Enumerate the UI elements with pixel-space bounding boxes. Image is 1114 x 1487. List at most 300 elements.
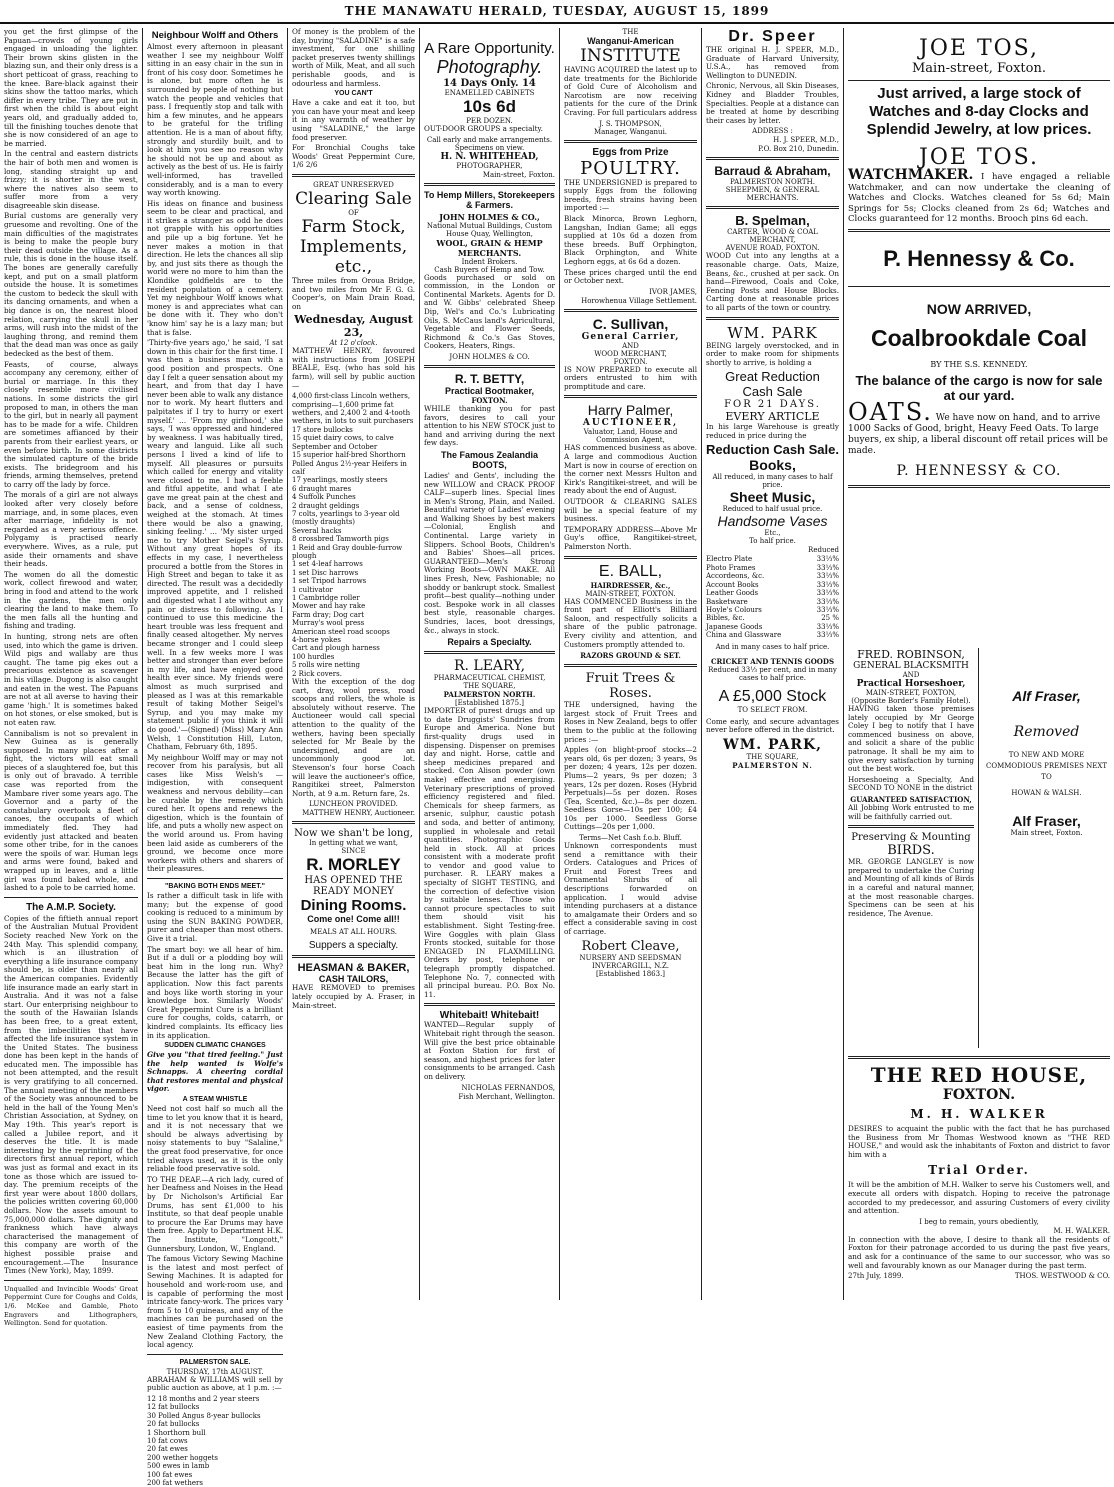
amp-heading: The A.M.P. Society. — [26, 901, 116, 913]
watchmaker-body: I have engaged a reliable Watchmaker, and can now undertake the cleaning of Watches and Clocks. Watches cleaned for 5s 6d; Main Springs for 5s; Clocks cleaned from 2s 6d; Watches and Clocks guaranteed for 12 months. Brooch pins 6d each. — [848, 172, 1111, 224]
birds: BIRDS. — [887, 843, 935, 859]
whitebait-body: WANTED—Regular supply of Whitebait right through the season. Will give the best price obtainable at Foxton Station for first of season, and highest prices for later consignments to be arranged. Cash on delivery. — [424, 1020, 555, 1081]
list-item: 12 18 months and 2 year steers — [147, 1394, 260, 1403]
poultry-orders: These prices charged until the end or October next. — [564, 267, 697, 286]
list-item: 1 Reid and Gray double-furrow plough — [292, 543, 403, 560]
list-item: 4,000 first-class Lincoln wethers, comprising—1,600 prime fat wethers, and 2,400 2 and 4-tooth wethers, in lots to suit purchasers — [292, 392, 414, 426]
spelman-body: WOOD Cut into any lengths at a reasonable charge. Oats, Maize, Beans, &c., crushed at per sack. On hand—Firewood, Coals and Coke, Fencing Posts and House Blocks. Carting done at reasonable prices to all parts of the town or country. — [706, 251, 839, 312]
list-item: 200 fat wethers — [147, 1478, 203, 1487]
poultry: POULTRY. — [580, 157, 681, 179]
every-article: EVERY ARTICLE — [725, 410, 820, 424]
divider — [848, 1056, 1110, 1059]
holmes-name: JOHN HOLMES & CO., — [439, 211, 540, 222]
list-item: 100 hurdles — [292, 652, 335, 661]
divider — [848, 80, 1110, 81]
poultry-breeds: Black Minorca, Brown Leghorn, Langshan, Indian Game; all eggs supplied at 10s 6d a dozen from these breeds. Buff Orphington, Black Orphington, and White Leghorn eggs, at 6s 6d a dozen. — [564, 213, 697, 266]
divider — [424, 365, 555, 368]
speer-body: THE original H. J. SPEER, M.D., Graduate of Harvard University, U.S.A., has removed from Wellington to DUNEDIN. — [706, 45, 839, 80]
specimens: Specimens on view. — [454, 143, 525, 152]
fernandos: NICHOLAS FERNANDOS, — [461, 1083, 555, 1092]
sale-day: Wednesday, August 23, — [294, 313, 413, 340]
barraud-trade: SHEEPMEN, & GENERAL MERCHANTS. — [725, 186, 820, 203]
sullivan-body: IS NOW PREPARED to execute all orders entrusted to him with promptitude and care. — [564, 364, 697, 391]
article-paragraph: My neighbour Wolff may or may not recover from his paralysis, but all cases like Miss Welsh's — indigestion, with consequent weakness and nervous debility—can be curable by the remedy which cured her. It opens and renews the digestion, which is the fountain of life, and puts a wholly new aspect on the world around us. From having been laid aside as cumberers of the ground, we become once more workers with others and sharers of their pleasures. — [147, 752, 283, 874]
sheet-music: Sheet Music, — [729, 489, 816, 506]
list-item: Cart and plough harness — [292, 644, 380, 653]
divider — [424, 1003, 555, 1006]
many-cases: And in many cases to half price. — [715, 642, 830, 651]
walker: M. H. WALKER — [910, 1107, 1048, 1121]
divider — [564, 140, 697, 143]
hennessy-2: P. HENNESSY & CO. — [896, 462, 1062, 479]
watchmaker: WATCHMAKER. — [848, 167, 974, 183]
item-name: Electro Plate — [706, 555, 753, 564]
morley-come: Come one! Come all!! — [307, 914, 400, 925]
rare-title: A Rare Opportunity. — [424, 40, 555, 57]
sheet-body: Reduced to half usual price. — [722, 505, 823, 514]
poultry-body: THE UNDERSIGNED is prepared to supply Eggs from the following breeds, fresh strains having been imported :— — [564, 177, 697, 213]
sale-heading: PALMERSTON SALE. — [179, 1358, 251, 1366]
park-square: THE SQUARE, — [746, 752, 799, 761]
item-discount: 33⅓% — [816, 572, 839, 581]
list-item: 10 fat cows — [147, 1436, 188, 1445]
photographer: PHOTOGRAPHER, — [456, 161, 523, 170]
farm-items — [292, 392, 415, 678]
palmer-temp: TEMPORARY ADDRESS—Above Mr Guy's office, Rangitikei-street, Palmerston North. — [564, 524, 697, 551]
table-row — [706, 623, 839, 631]
list-item: 8 crossbred Tamworth pigs — [292, 535, 389, 544]
leary-place: PALMERSTON NORTH. — [443, 690, 536, 700]
cleave: Robert Cleave, — [581, 938, 680, 954]
balance: The balance of the cargo is now for sale at our yard. — [855, 372, 1103, 403]
list-item: 4 Suffolk Punches — [292, 493, 356, 502]
red-house: THE RED HOUSE, — [870, 1063, 1088, 1087]
item-discount: 33⅓% — [816, 605, 839, 614]
morley-ready: READY MONEY — [313, 886, 394, 898]
list-item: 2 draught geldings — [292, 501, 360, 510]
fruit-list: Apples (on blight-proof stocks—2 years old, 6s per dozen; 3 years, 9s per dozen; 4 years, 12s per dozen. Plums—2 years, 9s per dozen; 3 years, 12s per dozen. Roses (Hybrid Perpetuals)—5s per dozen. Roses (Tea, Scented, &c.)—8s per dozen. Seedless Gorse—10s per 100; £4 10s per 1000. Seedless Gorse Cuttings—20s per 1,000. — [564, 745, 697, 832]
the: THE — [622, 28, 639, 36]
baking-heading: "BAKING BOTH ENDS MEET." — [165, 883, 265, 890]
column-7 — [844, 28, 1114, 1300]
whitehead-addr: Main-street, Foxton. — [482, 170, 555, 179]
boy-text: The smart boy: we all hear of him. But if a dull or a plodding boy will beat him in the long run. Why? Because the latter has the gift of application. Now this fact parents and boys like worth storing in your knowledge box. Similarly Woods' Great Peppermint Cure is a brilliant cure for coughs, colds, catarrh, or kindred complaints. Its efficacy lies in its application. — [147, 944, 283, 1040]
item-discount: 25 % — [821, 614, 839, 623]
morley-top: Now we shan't be long, — [294, 828, 413, 840]
column-4 — [420, 28, 560, 1300]
henry-intro: MATTHEW HENRY, favoured with instructions from JOSEPH BEALE, Esq. (who has sold his farm), will sell by public auction— — [292, 346, 415, 390]
table-row — [706, 614, 839, 622]
institute: INSTITUTE — [580, 46, 681, 66]
list-item: Murray's wool press — [292, 619, 365, 628]
and-2: AND — [902, 671, 920, 679]
divider — [848, 286, 1110, 287]
divider — [424, 183, 555, 186]
palmer-outdoor: OUTDOOR & CLEARING SALES will be a special feature of my business. — [564, 497, 697, 524]
list-item: 1 set Disc harrows — [292, 568, 359, 577]
item-name: Accordeons, &c. — [706, 572, 765, 581]
cash-buyers: Cash Buyers of Hemp and Tow. — [434, 265, 545, 274]
per-dozen: PER DOZEN. — [466, 117, 513, 125]
article-paragraph: Cannibalism is not so prevalent in New Guinea as is generally supposed. In many places after a fight, the victors will eat small pieces of a slaughtered foe, but this is only out of bravado. A terrible case was reported from the Mambare river some years ago. The Governor and a party of the constabulary overtook a fleet of canoes, the occupants of which immediately fled. They had evidently just attacked and beaten some other tribe, for in the canoes were the spoils of war. Human legs and arms were found, baked and wrapped up in leaves, and a little girl was found baked whole, and lashed to a pole to be carried home. — [4, 728, 138, 893]
cant-text: Have a cake and eat it too, but you can have your meat and keep it in any warmth of weather by using "SALADINE," the large food preserver. — [292, 98, 415, 142]
table-row — [706, 631, 839, 639]
morley-meals: MEALS AT ALL HOURS. — [310, 928, 397, 937]
list-item: 5 rolls wire netting — [292, 661, 360, 670]
fish-merchant: Fish Merchant, Wellington. — [458, 1092, 555, 1101]
spelman-trade: CARTER, WOOD & COAL MERCHANT, — [727, 228, 818, 245]
fraser-addr: Main street, Foxton. — [1010, 829, 1083, 837]
list-item: 20 fat bullocks — [147, 1420, 200, 1429]
books-body: All reduced, in many cases to half price. — [712, 473, 833, 490]
morley-sub: In getting what we want, — [309, 839, 398, 848]
leary-chemist: PHARMACEUTICAL CHEMIST, — [433, 674, 546, 683]
list-item: 17 store bullocks — [292, 425, 353, 434]
sudden-heading: SUDDEN CLIMATIC CHANGES — [164, 1042, 266, 1050]
ss-kennedy: BY THE S.S. KENNEDY. — [930, 359, 1028, 369]
item-discount: 33⅓% — [816, 580, 839, 589]
footnote: Unqualled and Invincible Woods' Great Peppermint Cure for Coughs and Colds, 1/6. McKee and Gamble, Photo Engravers and Lithographers, Wellington. Send for quotation. — [4, 1284, 138, 1328]
guaranteed: GUARANTEED SATISFACTION, — [850, 794, 972, 804]
now-arrived: NOW ARRIVED, — [926, 300, 1032, 317]
wanganui: Wanganui-American — [587, 36, 674, 46]
farm-tail: With the exception of the dog cart, dray, wool press, road scoops and rollers, the whole is absolutely without reserve. The Auctioneer would call special attention to the quality of the wethers, having been specially selected for Mr Beale by the undersigned, and are an uncommonly good lot. Stevenson's four horse Coach will leave the auctioneer's office, Rangitikei street, Palmerston North, at 9 a.m. Return fare, 2s. — [292, 677, 415, 798]
ball-addr: MAIN-STREET, FOXTON. — [585, 589, 676, 598]
cant-heading: YOU CAN'T — [334, 90, 373, 98]
table-row — [706, 581, 839, 589]
list-item: 15 superior half-bred Shorthorn Polled Angus 2½-year Heifers in calf — [292, 451, 407, 476]
divider — [706, 157, 839, 160]
razors: RAZORS GROUND & SET. — [580, 651, 681, 661]
divider — [292, 174, 415, 177]
article-paragraph: Feasts, of course, always accompany any ceremony, either of burial or marriage. In this they closely resemble more civilised nations. In some districts the girl proposed to man, in others the man to the girl, but in nearly all payment has to be made for a wife. Children are sometimes affianced by their parents from their earliest years, or even before birth. In some districts the simulated capture of the bride exists. The bridegroom and his friends, arming themselves, pretend to carry off the lady by force. — [4, 359, 138, 489]
item-name: Basketware — [706, 597, 748, 606]
item-name: Leather Goods — [706, 589, 759, 598]
list-item: 7 colts, yearlings to 3-year old (mostly draughts) — [292, 509, 400, 527]
oats: OATS. — [848, 397, 933, 426]
divider — [848, 229, 1110, 232]
robinson: FRED. ROBINSON, — [857, 648, 965, 661]
article-paragraph: Burial customs are generally very gruesome and revolting. One of the main difficulties of the magistrates is being to make the people bury their dead outside the village. As a rule, this is done in the house itself. The bones are generally carefully kept, and put on a small platform outside the house. It is sometimes the custom to bedeck the skull with its dancing ornaments, and when a big dance is on, the nearest blood relation, carrying the skull in her arms, will rush into the midst of the laughing throng, and remind them that the dead man was once as gaily bedecked as the best of them. — [4, 211, 138, 358]
palmer-body: HAS commenced business as above. A large and commodious Auction Mart is now in course of erection on the corner next Messrs Hulton and Kirk's Rangitikei-street, and will be ready about the end of August. — [564, 443, 697, 496]
commodious: TO NEW AND MORE COMMODIOUS PREMISES NEXT TO — [985, 751, 1108, 781]
item-name: Hoyle's Colours — [706, 605, 762, 614]
morley-name: R. MORLEY — [306, 855, 401, 875]
sale-intro: ABRAHAM & WILLIAMS will sell by public auction as above, at 1 p.m. :— — [147, 1374, 283, 1393]
article-paragraph: The morals of a girl are not always looked after very closely before marriage, and, in some places, even after marriage, infidelity is not regarded as a very serious offence. Polygamy is practised nearly everywhere. Wives, as a rule, put aside their ornaments and shave their heads. — [4, 490, 138, 569]
article-paragraph: In hunting, strong nets are often used, into which the game is driven. Wild pigs and wallaby are thus caught. The tame pig ekes out a precarious existence as scavenger in his village. Dugong is also caught and eaten in the west. The Papuans are not at all averse to having their game 'high.' It is sometimes baked on hot stones, or else smoked, but is not eaten raw. — [4, 631, 138, 727]
item-discount: 33⅓% — [816, 589, 839, 598]
photo-title: Photography. — [436, 57, 543, 77]
every-body: In his large Warehouse is greatly reduced in price during the — [706, 422, 839, 440]
list-item: 20 fat ewes — [147, 1445, 188, 1454]
preserving: Preserving & Mounting — [851, 832, 971, 844]
tos-addr: Main-street, Foxton. — [912, 61, 1046, 76]
barraud-place: PALMERSTON NORTH. — [730, 178, 815, 187]
betty-body: WHILE thanking you for past favors, desires to call your attention to his NEW STOCK just to hand and arriving during the next few days. — [424, 403, 555, 448]
blacksmith: GENERAL BLACKSMITH — [853, 661, 969, 671]
sale-time: At 12 o'clock. — [329, 339, 378, 348]
alf-fraser: Alf Fraser, — [1012, 688, 1081, 704]
list-item: 6 draught mares — [292, 484, 352, 493]
coalbrookdale: Coalbrookdale Coal — [871, 324, 1087, 351]
item-discount: 33⅓% — [816, 597, 839, 606]
table-row — [706, 598, 839, 606]
carrier: General Carrier, — [581, 331, 680, 342]
palmer-auctioneer: AUCTIONEER, — [582, 418, 679, 429]
steam-heading: A STEAM WHISTLE — [182, 1096, 248, 1104]
ambition: It will be the ambition of M.H. Walker to serve his Customers well, and execute all orders with dispatch. Hoping to receive the patronage accorded to my predecessor, and assuring Customers of every civility and attention. — [848, 1180, 1110, 1216]
item-name: China and Glassware — [706, 631, 782, 640]
item-name: Account Books — [706, 580, 759, 589]
divider — [4, 1280, 138, 1281]
eggs: Eggs from Prize — [592, 146, 669, 158]
list-item: Mower and hay rake — [292, 602, 366, 611]
cash-sale: Cash Sale — [742, 384, 803, 400]
red-foxton: FOXTON. — [942, 1087, 1016, 1103]
whitehead: H. N. WHITEHEAD, — [440, 151, 539, 162]
table-row — [706, 589, 839, 597]
robinson-ad — [844, 648, 979, 1048]
speer-sig: H. J. SPEER, M.D., — [773, 136, 839, 145]
morley-suppers: Suppers a specialty. — [308, 940, 399, 952]
list-item: 4-horse yokes — [292, 636, 341, 645]
joe-tos: JOE TOS, — [919, 36, 1039, 61]
heasman-body: HAVE REMOVED to premises lately occupied by A. Fraser, in Main-street. — [292, 983, 415, 1010]
leary-body: IMPORTER of purest drugs and up to date Druggists' Sundries from Europe and America. None but first-quality drugs used in dispensing. Dispenser on premises day and night. Horse, cattle and sheep medicines prepared and stocked. Con Alison powder (own make) effective and energising. Veterinary prescriptions of proved efficiency registered and filed. Chemicals for sheep farmers, as arsenic, sulphur, caustic potash and soda, and better of antimony, supplied in wholesale and retail quantities. Photographic Goods held in stock. All at prices consistent with a moderate profit to vendor and good value to purchaser. R. LEARY makes a specialty of SIGHT TESTING, and the correction of defective vision by suitable lenses. Those who cannot procure spectacles to suit them should visit his establishment. Sight Testing-free. Wire Goggles with plain Glass Fronts stocked, suitable for those ENGAGED IN FLAXMILLING. Orders by post, telephone or telegraph promptly dispatched. Telephone No. 7, connected with all principal bureau. P.O. Box No. 11. — [424, 706, 555, 999]
ball-body: HAS COMMENCED Business in the front part of Elliott's Billiard Saloon, and respectfully solicits a share of the public patronage. Every civility and attention, and Customers promptly attended to. — [564, 596, 697, 649]
sign-row — [848, 1272, 1110, 1280]
divider — [706, 206, 839, 209]
palmer: Harry Palmer, — [587, 402, 674, 419]
hemp-heading: To Hemp Millers, Storekeepers & Farmers. — [424, 189, 555, 210]
wood-merchant: WOOD MERCHANT, — [594, 349, 667, 358]
unknown: Unknown correspondents must send a remittance with their Orders. Catalogues and Prices of Fruit and Forest Trees and Ornamental Shrubs of all descriptions forwarded on application. I would advise intending purchasers at a distance to amalgamate their Orders and so effect a considerable saving in cost of carriage. — [564, 841, 697, 936]
morley-dining: Dining Rooms. — [300, 897, 407, 915]
walker-sig: M. H. WALKER. — [1053, 1226, 1110, 1235]
oats-body: We have now on hand, and to arrive 1000 Sacks of Good, bright, Heavy Feed Oats. To large buyers, ex ship, a liberal discount off retail prices will be made. — [848, 412, 1108, 456]
cleave-est: [Established 1863.] — [595, 969, 666, 978]
horowhenua: Horowhenua Village Settlement. — [581, 296, 697, 305]
alf-fraser-2: Alf Fraser, — [1012, 813, 1081, 829]
wolff-heading: Neighbour Wolff and Others — [151, 30, 279, 41]
thompson: J. S. THOMPSON, — [599, 119, 662, 128]
list-item: American steel road scoops — [292, 627, 390, 636]
betty-name: R. T. BETTY, — [454, 371, 525, 386]
table-row — [706, 572, 839, 580]
robinson-body: HAVING taken those premises lately occupied by Mr George Coley I beg to notify that I have commenced business on above, and solicit a share of the public patronage. It shall be my aim to give every satisfaction by turning out the best work. — [848, 704, 974, 774]
sullivan-foxton: FOXTON. — [613, 357, 648, 366]
list-item: 2 Rick covers. — [292, 669, 342, 678]
farm-sub: Three miles from Oroua Bridge, and two miles from Mr F. G. G. Cooper's, on Main Drain Road, on — [292, 275, 415, 311]
wool: WOOL, GRAIN & HEMP MERCHANTS. — [436, 237, 543, 258]
item-discount: 33⅓% — [816, 563, 839, 572]
for-days: FOR 21 DAYS. — [724, 399, 821, 411]
list-item: 100 fat ewes — [147, 1470, 193, 1479]
fraser-ad — [979, 648, 1114, 1048]
table-row — [706, 564, 839, 572]
spelman-addr: AVENUE ROAD, FOXTON. — [725, 244, 820, 253]
leary-name: R. LEARY, — [453, 658, 526, 675]
select: TO SELECT FROM. — [737, 705, 808, 714]
barraud: Barraud & Abraham, — [714, 164, 831, 179]
manager: Manager, Wanganui. — [593, 127, 668, 136]
clearing-title: Clearing Sale — [295, 188, 412, 209]
etc: Etc., — [764, 529, 781, 538]
just-arrived: Just arrived, a large stock of Watches and 8-day Clocks and Splendid Jewelry, at low prices. — [866, 85, 1092, 138]
divider — [564, 556, 697, 559]
victory-text: The famous Victory Sewing Machine is the latest and most perfect of Sewing Machines. It is adapted for household and work-room use, and is capable of performing the most intricate fancy-work. The prices vary from 5 to 10 guineas, and any of the machines can be purchased on the easiest of time payments from the New Zealand Clothing Factory, the local agency. — [147, 1254, 283, 1350]
valuator: Valuator, Land, House and Commission Agent, — [583, 428, 678, 445]
speer-chronic: Chronic, Nervous, all Skin Diseases, Kidney and Bladder Troubles, Specialties. People at a distance can be treated at home by describing their cases by letter. — [706, 81, 839, 125]
park2: WM. PARK, — [722, 736, 822, 753]
handsome-vases: Handsome Vases — [717, 513, 828, 530]
column-5 — [560, 28, 702, 1300]
remain: I beg to remain, yours obediently, — [919, 1217, 1039, 1226]
divider — [564, 309, 697, 312]
holmes-addr: National Mutual Buildings, Custom House Quay, Wellington, — [426, 221, 553, 238]
bronchial-text: For Bronchial Coughs take Woods' Great Peppermint Cure, 1/6 2/6 — [292, 143, 415, 170]
joe-tos-2: JOE TOS. — [919, 145, 1039, 170]
divider — [292, 821, 415, 824]
heasman-tailors: CASH TAILORS, — [318, 974, 389, 985]
reduction-cash-sale: Reduction Cash Sale. — [706, 442, 839, 458]
connection: In connection with the above, I desire to thank all the residents of Foxton for their patronage accorded to us during the past five years, and ask for a continuance of the same to our successor, who was so well and favourably known as our Manager during the past term. — [848, 1234, 1110, 1270]
cricket-body: Reduced 33⅓ per cent, and in many cases to half price. — [708, 665, 837, 682]
column-3 — [288, 28, 420, 1300]
spelman: B. Spelman, — [735, 213, 810, 229]
fruit-body: THE undersigned, having the largest stock of Fruit Trees and Roses in New Zealand, begs to offer them to the public at the following prices :— — [564, 700, 697, 744]
holmes-goods: Goods purchased or sold on commission, in the London or Continental Markets. Agents for D. and W. Gibbs' celebrated Sheep Dip, Wel's and Co.'s Lubricating Oils, S. McCaus land's Agricultural, Vegetable and Flower Seeds, Richmond & Co.'s Gas Stoves, Cookers, Heaters, Rings. — [424, 272, 555, 351]
sudden-text: Give you "that tired feeling." Just the help wanted is Wolfe's Schnapps. A cheering cordial that restores mental and physical vigor. — [147, 1050, 283, 1094]
stock: A £5,000 Stock — [718, 687, 827, 705]
sale-date: THURSDAY, 17th AUGUST. — [166, 1367, 264, 1376]
cricket: CRICKET AND TENNIS GOODS — [710, 656, 835, 666]
divider — [147, 878, 283, 879]
divider — [848, 825, 974, 828]
morley-since: SINCE — [341, 847, 366, 856]
item-discount: 33⅓% — [816, 555, 839, 564]
holmes-sig: JOHN HOLMES & CO. — [449, 352, 530, 361]
howan: HOWAN & WALSH. — [1011, 789, 1082, 797]
article-paragraph: 'Thirty-five years ago,' he said, 'I sat down in this chair for the first time. I was then a business man with a good position and prospects. One day I felt a queer sensation about my heart, and from that day I have never been able to walk any distance nor to work. My heart flutters and palpitates if I try to hurry or exert myself.' … 'From my girlhood,' she says, 'I was oppressed and hindered by weakness. I was habitually tired, weary and languid. Like all such persons I lived a kind of life to myself. All pleasures or pursuits which called for energy and vitality were closed to me. I had a feeble and fitful appetite, and what I ate gave me great pain at the chest and back, and a sense of coldness, weighed at the stomach. At times there would be also a gnawing, sinking feeling.' … 'My sister urged me to try Mother Seigel's Syrup. Without any great hopes of its effects in my case, I nevertheless procured a bottle from the Stores in High Street and began to take it as directed. The result was a decidedly improved appetite, and I relished and digested what I ate without any pain or distress to following. As I continued to use this medicine the heart trouble was less frequent and finally ceased altogether. My nerves became stronger and I could sleep well. In a few weeks more I was better and stronger than ever before in my life, and have enjoyed good health ever since. My friends were almost as much surprised and pleased as I was at this remarkable result of taking Mother Seigel's Syrup, and you may make my statement public if you think it will do good.'—(Signed) (Miss) Mary Ann Welsh, 1 Constitution Hill, Luton, Chatham, February 6th, 1895. — [147, 338, 283, 752]
sullivan: C. Sullivan, — [592, 315, 669, 332]
reduced-table — [706, 555, 839, 639]
table-row — [706, 606, 839, 614]
article-paragraph: Almost every afternoon in pleasant weather I see my neighbour Wolff sitting in an easy chair in the sun in front of his cosy door. Sometimes he is alone, but more often he is surrounded by people of nothing but watch the people and vehicles that pass. I frequently stop and talk with him a few minutes, and he appears to be grateful for the trifling attention. He is a man of about fifty, strongly and sturdily built, and to look at him you see no reason why he should not be up and about as actively as the best of us. He is fairly well-informed, has travelled considerably, and is a man to every way worth knowing. — [147, 42, 283, 198]
item-discount: 33⅓% — [816, 631, 839, 640]
masthead: THE MANAWATU HERALD, TUESDAY, AUGUST 15, 1899 — [0, 0, 1114, 24]
list-item: 1 set 4-leaf harrows — [292, 560, 363, 569]
divider — [292, 955, 415, 958]
redhouse-ad — [844, 1052, 1114, 1280]
divider — [424, 651, 555, 654]
item-name: Japanese Goods — [706, 622, 763, 631]
watchmaker-block — [848, 167, 1111, 225]
books: Books, — [749, 457, 796, 474]
ball: E. BALL, — [598, 562, 663, 580]
luncheon: LUNCHEON PROVIDED. — [309, 800, 398, 809]
list-item: 500 ewes in lamb — [147, 1462, 210, 1471]
divider — [4, 897, 138, 898]
item-discount: 33⅓% — [816, 622, 839, 631]
indent: Indent Brokers. — [461, 257, 518, 266]
institute-body: HAVING ACQUIRED the latest up to date treatments for the Bichloride of Gold Cure of Alcoholism and Narcotism are now receiving patients for the cure of the Drink Craving. For full particulars address — [564, 65, 698, 117]
hennessy: P. Hennessy & Co. — [883, 245, 1075, 271]
article-paragraph: you get the first glimpse of the Papuan—crowds of young girls engaged in unloading the lighter. Their brown skins glisten in the blazing sun, and their only dress is a short petticoat of grass, reaching to the knee. Bare-black against their skins show the tattoo marks, which differ in every tribe. They are put in first when the child is about eight years old, and gradually added to, till the finishing touches denote that she is now considered of an age to be married. — [4, 27, 139, 148]
farm-title: Farm Stock, Implements, etc., — [299, 216, 408, 277]
and: AND — [622, 341, 639, 350]
betty-trade: Practical Bootmaker, — [444, 385, 535, 396]
leary-square: THE SQUARE, — [463, 682, 516, 691]
betty-foxton: FOXTON. — [471, 395, 508, 405]
list-item: 1 set Tripod harrows — [292, 577, 367, 586]
days-only: 14 Days Only. 14 — [443, 78, 536, 89]
morley-opened: HAS OPENED THE — [304, 875, 403, 887]
nursery: NURSERY AND SEEDSMAN — [579, 953, 682, 962]
steam-text: Need not cost half so much all the time to let you know that it is heard, and it is not necessary that we should be always advertising by noisy statements to buy "Salaline," the great food preservative, for once tried always used, as it is the only reliable food preservative sold. — [147, 1104, 283, 1174]
call-early: Call early and make arrangements. — [426, 135, 553, 144]
list-item: 30 Polled Angus 8-year bullocks — [147, 1411, 261, 1420]
oats-block — [848, 397, 1110, 457]
item-name: Photo Frames — [706, 563, 756, 572]
park: WM. PARK — [727, 323, 818, 342]
speer-address-label: ADDRESS : — [752, 127, 793, 136]
westwood: THOS. WESTWOOD & CO. — [1014, 1272, 1110, 1281]
column-6 — [702, 28, 844, 1300]
trial-order: Trial Order. — [928, 1163, 1030, 1178]
divider — [564, 395, 697, 398]
speer: Dr. Speer — [728, 28, 817, 45]
speer-box: P.O. Box 210, Dunedin. — [758, 145, 839, 154]
price: 10s 6d — [463, 97, 516, 116]
amp-paragraph: Copies of the fiftieth annual report of the Australian Mutual Provident Society reached New York on the 24th May. This splendid company, which is an illustration of everything a life insurance company should be, is older than nearly all the American companies. Evidently life insurance made an early start in Australia. And it was not a false start. Our enterprising neighbour to the south of the Hawaiian Islands has been free, to a great extent, from the imbecilities that have affected the life insurance system in the United States. The business done has been kept in the hands of educated men. The impossible has not been attempted, and the result is very gratifying to all concerned. The annual meeting of the members of the Society was announced to be held in the hall of the Young Men's Christian Association, at Sydney, on May 19th. This year's report is called a Jubilee report, and it deserves the title. It is made interesting by the reprinting of the directors first annual report, which was just as formal and exact in its tone as those which are issued to-day. The premium receipts of the first year were about 1800 dollars, the policies written covering 60,000 dollars. Now the assets amount to 75,000,000 dollars. The dignity and frankness which have always characterised the management of this company are worth of the highest possible praise and encouragement.—The Insurance Times (New York), May, 1899. — [4, 913, 138, 1276]
zealandia-heading: The Famous Zealandia BOOTS, — [440, 449, 539, 470]
article-paragraph: His ideas on finance and business seem to be clear and practical, and it strikes a stranger as odd he does not grapple with his opportunities and pile up a big fortune. Yet he never makes a motion in that direction. He lets the chances all slip by, and just sits there as though the world were no more to him than the Klondike goldfields are to the resident population of a cemetery. Yet my neighbour Wolff knows what money is and appreciates what can be done with it. They who don't 'know him' say he is a lazy man; but that is false. — [147, 198, 283, 337]
saladine-text: Of money is the problem of the day, buying "SALADINE" is a safe investment, for one shilling packet preserves twenty shillings worth of Milk, Meat, and all such perishable goods, and is odourless and harmless. — [292, 27, 415, 88]
sign-date: 27th July, 1899. — [848, 1272, 904, 1281]
leary-est: [Established 1875.] — [454, 699, 525, 708]
clearing-of: OF — [348, 208, 359, 217]
list-item: 12 fat bullocks — [147, 1403, 200, 1412]
come-early: Come early, and secure advantages never before offered in the district. — [706, 716, 839, 735]
list-item: 1 Cambridge roller — [292, 594, 360, 602]
deaf-text: TO THE DEAF.—A rich lady, cured of her Deafness and Noises in the Head by Dr Nicholson's Artificial Ear Drums, has sent £1,000 to his Institute, so that deaf people unable to procure the Ear Drums may have them free. Apply to Department H.K. The Institute, "Longcott," Gunnersbury, London, W., England. — [147, 1174, 283, 1253]
divider — [706, 317, 839, 320]
article-paragraph: The women do all the domestic work, collect firewood and water, bring in food and attend to the work in the gardens, the men only clearing the land to make them. To the men falls all the hunting and fishing and trading. — [4, 569, 138, 631]
desires: DESIRES to acquaint the public with the fact that he has purchased the Business from Mr Thomas Westwood known as "THE RED HOUSE," and would ask the inhabitants of Foxton and district to favor him with a — [848, 1124, 1110, 1159]
list-item: Several hacks — [292, 526, 342, 535]
list-item: 200 wether hoggets — [147, 1453, 218, 1462]
sale-list — [147, 1395, 283, 1487]
column-2 — [143, 28, 288, 1487]
robinson-addr: MAIN-STREET, FOXTON, (Opposite Border's Family Hotel). — [851, 689, 971, 705]
removed: Removed — [1013, 724, 1080, 740]
divider — [147, 1354, 283, 1355]
list-item: 1 cultivator — [292, 585, 333, 594]
table-row — [706, 555, 839, 563]
jobbing: All Jobbing Work entrusted to me will be faithfully carried out. — [848, 802, 974, 821]
horseshoeing: Horseshoeing a Specialty, And SECOND TO NONE in the district — [848, 774, 974, 793]
zealandia-body: Ladies' and Gents', including the new WILLOW and CRACK PROOF CALF—superb lines. Special lines in Men's Strong, Plain, and Nailed. Beautiful variety of Ladies' evening and Walking Shoes by best makers—Colonial, English and Continental. Large variety in Slippers. School Boots, Children's and Babies' Shoes—all prices. GUARANTEED—Men's Strong Working Boots—OWN MAKE. All lines Fresh, New, Fashionable; no shoddy or bankrupt stock. Smallest profit—best quality—nothing under cost. Bespoke work in all classes best style, reasonable charges. Sundries, laces, boot dressings, &c., always in stock. — [424, 470, 555, 635]
list-item: 1 Shorthorn bull — [147, 1428, 206, 1437]
ivor: IVOR JAMES, — [649, 287, 697, 296]
birds-body: MR. GEORGE LANGLEY is now prepared to undertake the Curing and Mounting of all kinds of Birds in a careful and natural manner, at the most reasonable charges. Specimens can be seen at his residence, The Avenue. — [848, 857, 974, 918]
list-item: Farm dray; Dog cart — [292, 610, 365, 619]
list-item: 15 quiet dairy cows, to calve September and October — [292, 434, 394, 451]
hairdresser: HAIRDRESSER, &c., — [590, 580, 671, 590]
auctioneer-sig: MATTHEW HENRY, Auctioneer. — [302, 809, 415, 818]
